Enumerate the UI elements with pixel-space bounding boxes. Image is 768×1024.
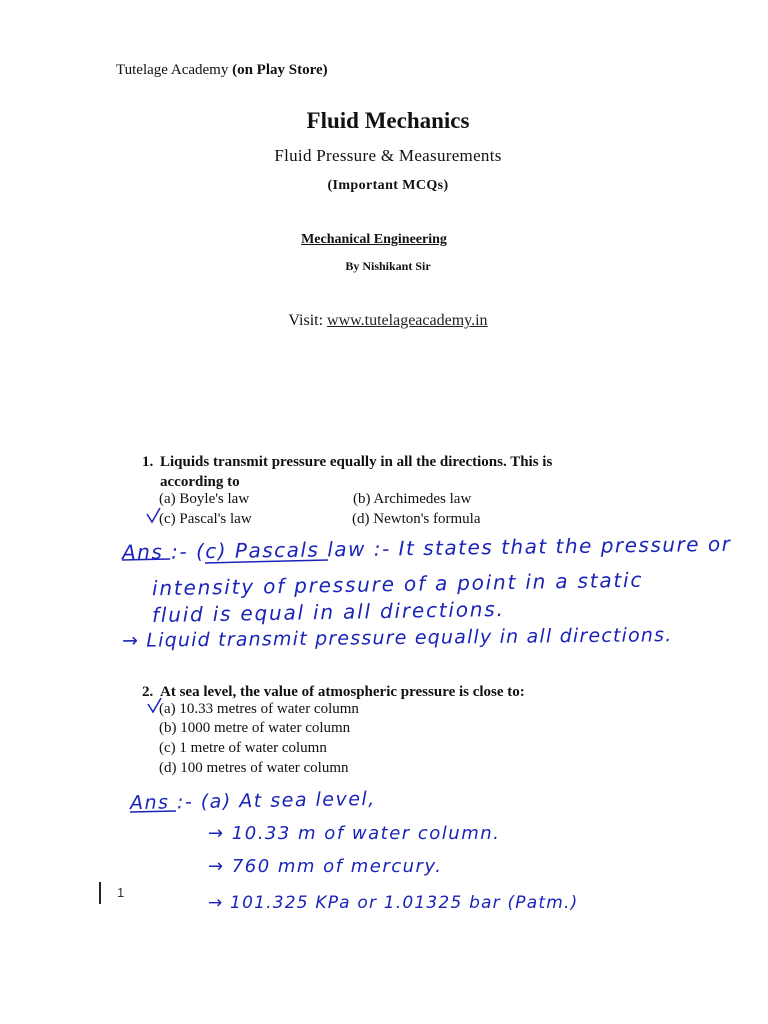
answer-2-line-4: → 101.325 KPa or 1.01325 bar (Patm.) xyxy=(208,893,579,913)
option-1c: (c) Pascal's law xyxy=(159,511,252,527)
academy-name: Tutelage Academy xyxy=(116,62,229,78)
website-link[interactable]: www.tutelageacademy.in xyxy=(327,312,488,329)
question-text: At sea level, the value of atmospheric pressure is close to: xyxy=(160,684,525,700)
store-note: (on Play Store) xyxy=(232,62,328,78)
question-number: 2. xyxy=(142,684,154,700)
option-1a: (a) Boyle's law xyxy=(159,491,250,507)
answer-1-line-1: Ans :- (c) Pascals law :- It states that the pressure or xyxy=(121,531,732,565)
answer-2-line-2: → 10.33 m of water column. xyxy=(208,823,501,844)
department: Mechanical Engineering xyxy=(301,232,447,247)
option-2d: (d) 100 metres of water column xyxy=(159,760,349,776)
question-number: 1. xyxy=(142,454,154,470)
option-2a: (a) 10.33 metres of water column xyxy=(159,701,359,717)
answer-2-line-1: Ans :- (a) At sea level, xyxy=(129,787,376,815)
answer-1-line-2: intensity of pressure of a point in a static xyxy=(151,567,644,601)
answer-1-line-4: → Liquid transmit pressure equally in all directions. xyxy=(121,624,673,652)
visit-label: Visit: xyxy=(288,312,324,329)
document-title: Fluid Mechanics xyxy=(306,108,470,133)
option-2c: (c) 1 metre of water column xyxy=(159,740,327,756)
document-subtitle-note: (Important MCQs) xyxy=(327,178,449,193)
option-1b: (b) Archimedes law xyxy=(353,491,472,507)
question-text: Liquids transmit pressure equally in all the directions. This is xyxy=(160,454,553,470)
underline-mark xyxy=(130,811,176,812)
underline-mark xyxy=(122,559,170,560)
document-subtitle: Fluid Pressure & Measurements xyxy=(274,146,502,165)
question-text-cont: according to xyxy=(160,474,240,490)
margin-bar xyxy=(99,882,101,904)
answer-1-line-3: fluid is equal in all directions. xyxy=(151,596,505,628)
page-number: 1 xyxy=(117,885,125,900)
option-2b: (b) 1000 metre of water column xyxy=(159,720,351,736)
author: By Nishikant Sir xyxy=(345,259,431,273)
tick-mark-icon xyxy=(147,508,160,522)
option-1d: (d) Newton's formula xyxy=(352,511,481,527)
answer-2-line-3: → 760 mm of mercury. xyxy=(208,856,443,877)
tick-mark-icon xyxy=(148,698,161,712)
underline-mark xyxy=(205,560,328,563)
